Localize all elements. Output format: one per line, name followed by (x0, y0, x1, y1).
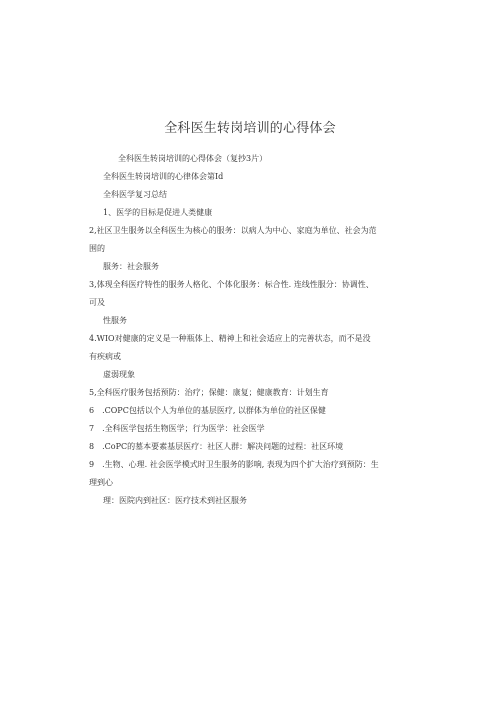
text-line: 有疾病或 (89, 352, 121, 361)
text-line: 虚弱现象 (103, 370, 135, 379)
text-line: 全科医学复习总结 (103, 190, 167, 199)
text-line: 可及 (89, 298, 105, 307)
text-line: 全科医生转岗培训的心得体会（复抄3片） (118, 154, 268, 163)
text-line: 围的 (89, 244, 105, 253)
text-line: 7 .全科医学包括生物医学；行为医学：社会医学 (89, 424, 265, 433)
text-line: 6 .COPC包括以个人为单位的基层医疗, 以群体为单位的社区保健 (89, 406, 326, 415)
document-title: 全科医生转岗培训的心得体会 (164, 121, 336, 136)
text-line: 3,体现全科医疗特性的服务人格化、个体化服务：标合性. 连线性服分：协调性、 (89, 280, 374, 289)
text-line: 2,社区卫生服务以全科医生为核心的服务：以病人为中心、家庭为单位、社会为范 (89, 226, 377, 235)
text-line: 8 .CoPC的墓本要素基层医疗：社区人群：解决问题的过程：社区环境 (89, 442, 344, 451)
text-line: 服务：社会服务 (103, 262, 159, 271)
text-line: 理到心 (89, 478, 113, 487)
text-line: 5,全科医疗服务包括预防：治疗；保健：康复；健康教育：计划生育 (89, 388, 329, 397)
text-line: 1、医学的目标是促进人类健康 (103, 208, 213, 217)
text-line: 9 .生物、心理. 社会医学模式时卫生服务的影响, 表现为四个扩大治疗到预防：生 (89, 460, 379, 469)
text-line: 全科医生转岗培训的心律体会第Id (103, 172, 224, 181)
text-line: 4.WIO对健康的定义是一种瓶体上、精神上和社会适应上的完善状态，而不是没 (89, 334, 371, 343)
text-line: 性服务 (103, 316, 127, 325)
text-line: 理：医院内到社区：医疗技术到社区服务 (103, 496, 247, 505)
